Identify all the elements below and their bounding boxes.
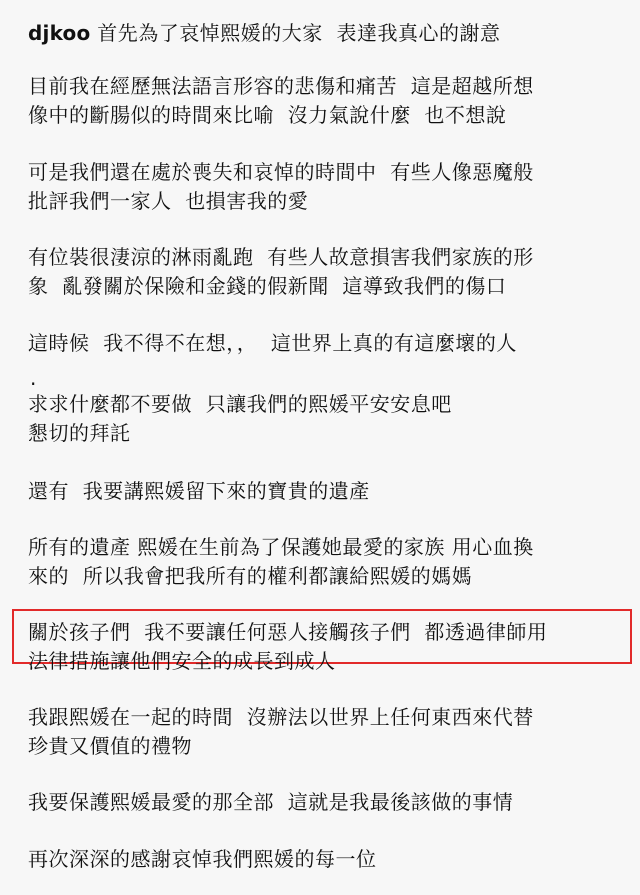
paragraph-5: 求求什麼都不要做 只讓我們的熙媛平安安息吧 懇切的拜託 xyxy=(28,392,452,445)
paragraph-9: 我跟熙媛在一起的時間 沒辦法以世界上任何東西來代替 珍貴又價值的禮物 xyxy=(28,705,534,758)
paragraph-8-highlighted: 關於孩子們 我不要讓任何惡人接觸孩子們 都透過律師用 法律措施讓他們安全的成長到成人 xyxy=(28,620,548,673)
paragraph-11: 再次深深的感謝哀悼我們熙媛的每一位 xyxy=(28,847,377,871)
separator-dot: . xyxy=(30,366,37,390)
paragraph-1: 目前我在經歷無法語言形容的悲傷和痛苦 這是超越所想 像中的斷腸似的時間來比喻 沒力氣說什麼 也不想說 xyxy=(28,74,534,127)
caption-first-text: 首先為了哀悼熙媛的大家 表達我真心的謝意 xyxy=(90,21,501,45)
caption-first-line xyxy=(28,19,618,48)
paragraph-10: 我要保護熙媛最愛的那全部 這就是我最後該做的事情 xyxy=(28,790,514,814)
paragraph-4: 這時候 我不得不在想，， 這世界上真的有這麼壞的人 xyxy=(28,331,517,355)
paragraph-7: 所有的遺產 熙媛在生前為了保護她最愛的家族 用心血換 來的 所以我會把我所有的權利都讓給熙媛的媽媽 xyxy=(28,535,534,588)
paragraph-3: 有位裝很淒涼的淋雨亂跑 有些人故意損害我們家族的形 象 亂發關於保險和金錢的假新聞 這導致我們的傷口 xyxy=(28,245,534,298)
username[interactable]: djkoo xyxy=(28,21,91,45)
paragraph-2: 可是我們還在處於喪失和哀悼的時間中 有些人像惡魔般 批評我們一家人 也損害我的愛 xyxy=(28,160,534,213)
paragraph-6: 還有 我要講熙媛留下來的寶貴的遺產 xyxy=(28,479,370,503)
